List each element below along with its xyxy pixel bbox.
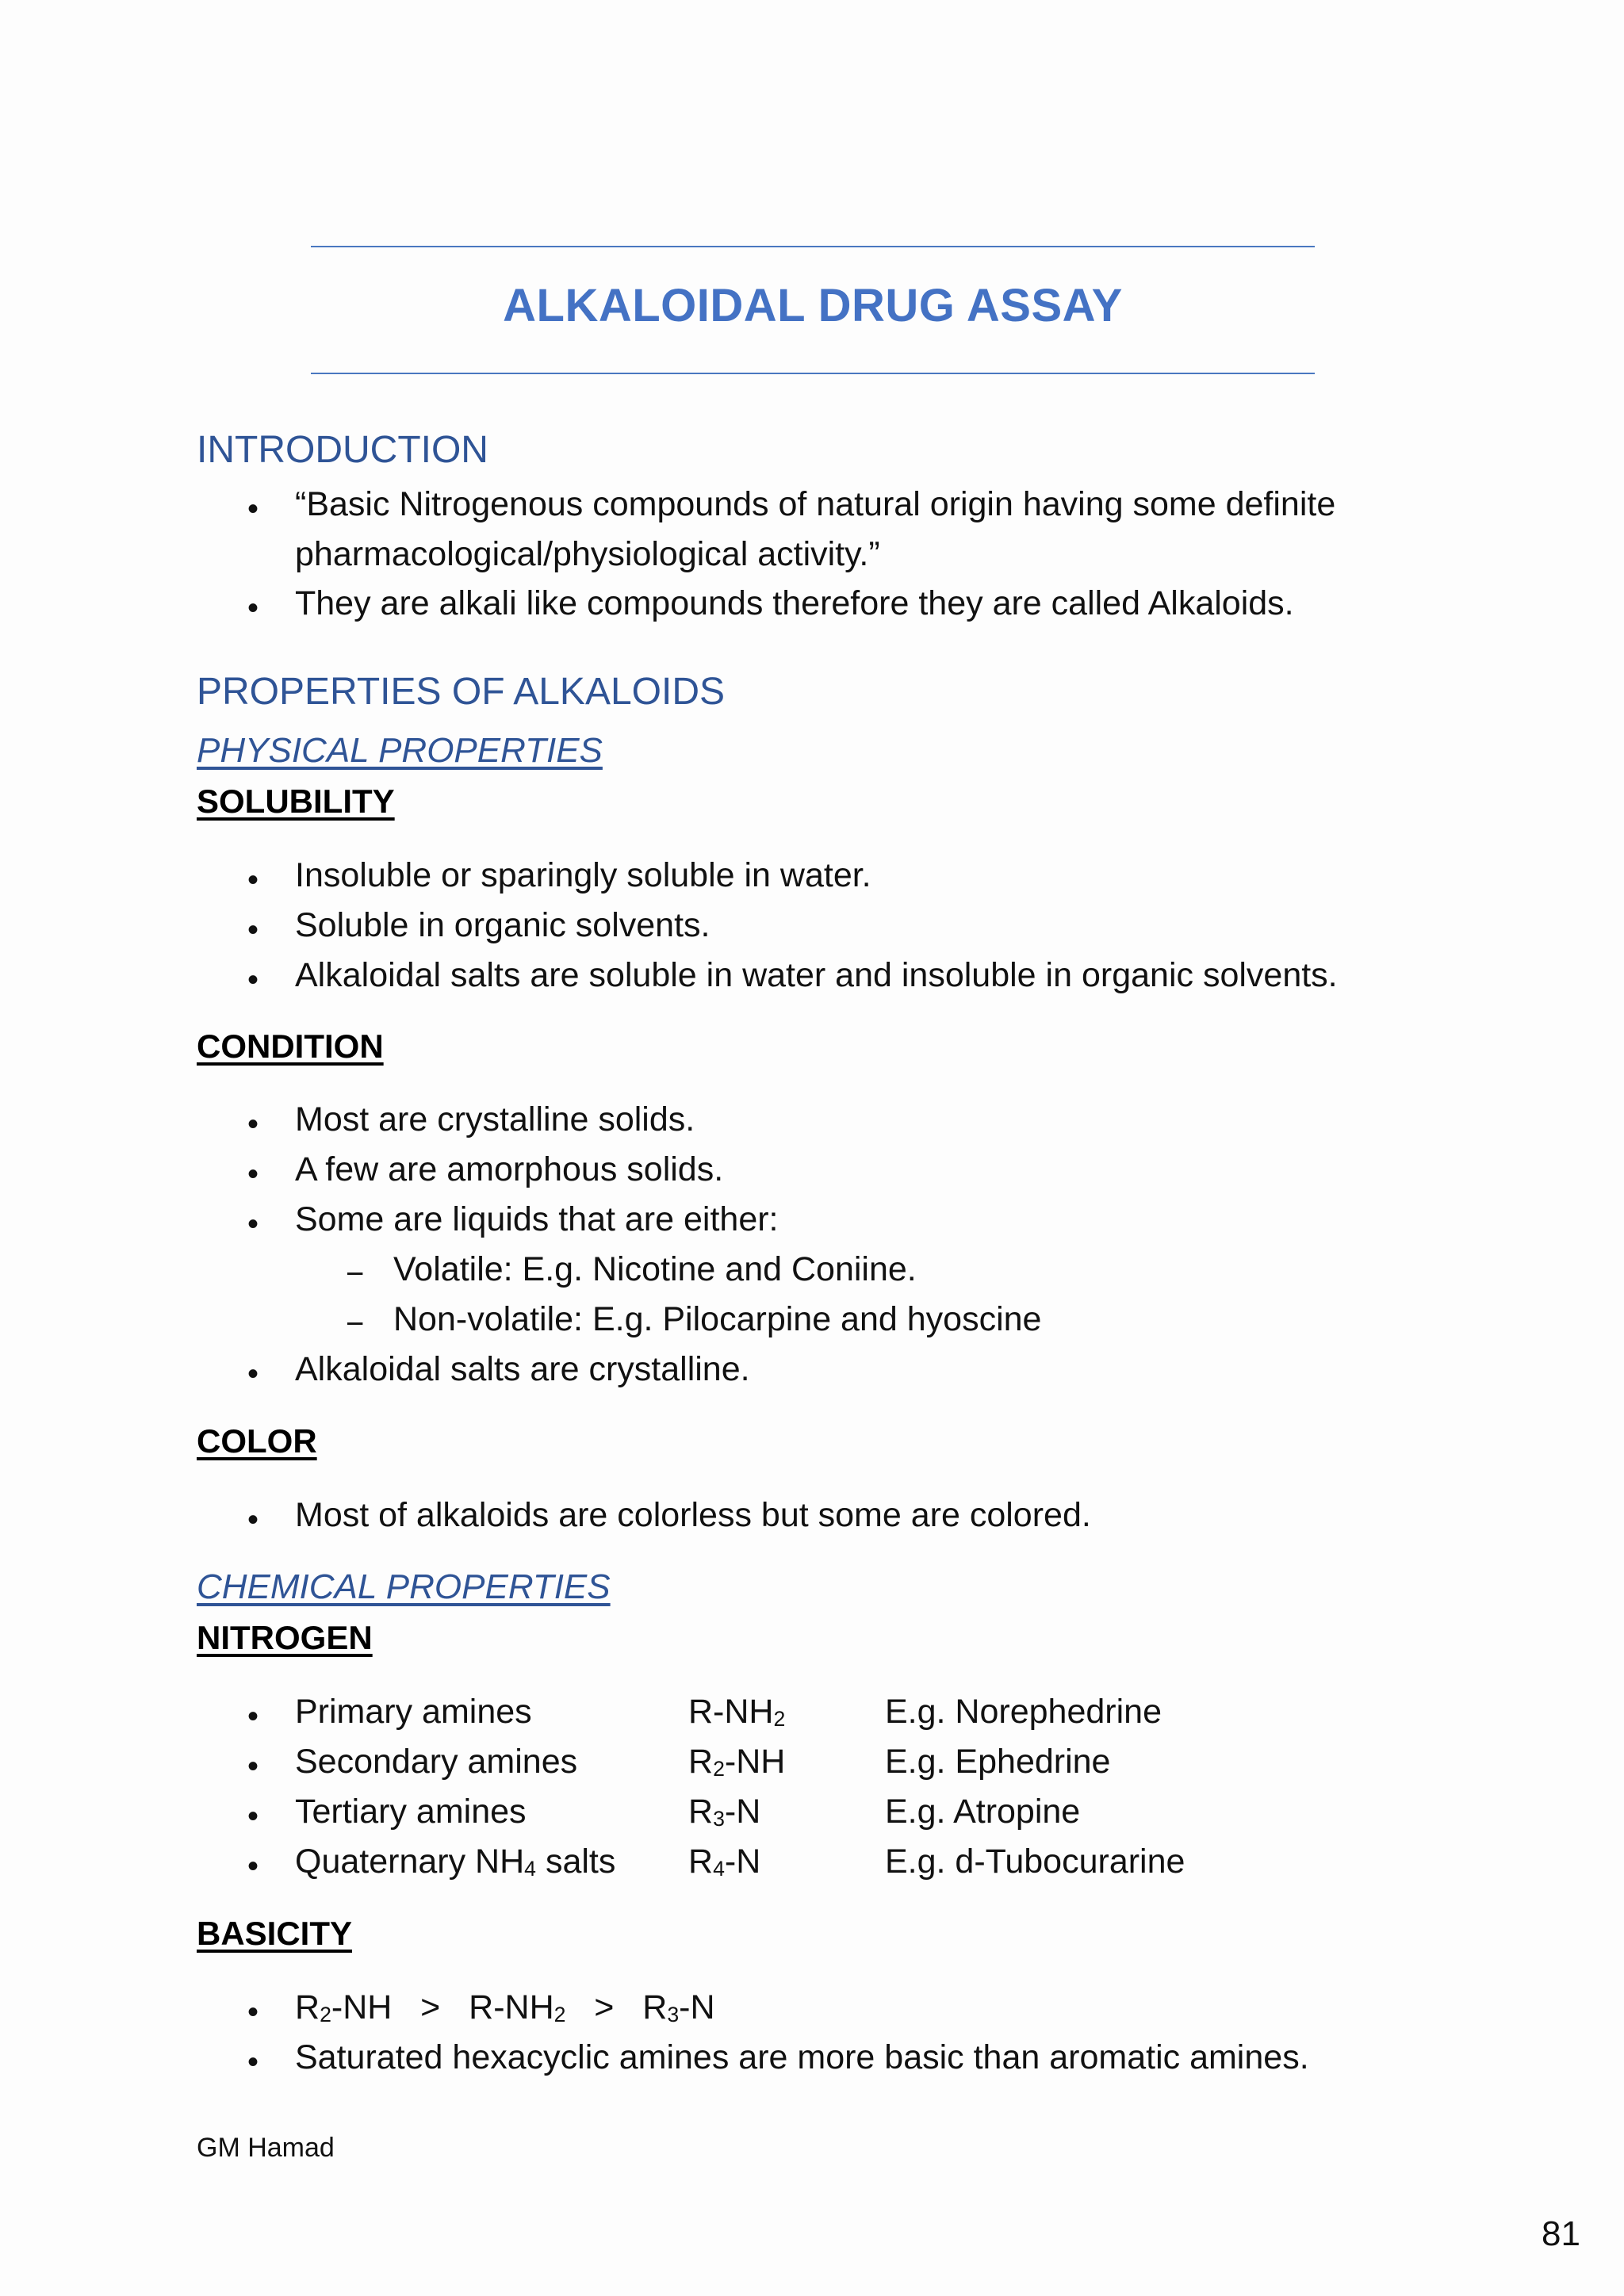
bullet-icon: • [247, 1799, 259, 1834]
solubility-item-3: Alkaloidal salts are soluble in water and insoluble in organic solvents. [295, 956, 1338, 994]
nitrogen-heading: NITROGEN [197, 1619, 373, 1656]
bullet-icon: • [247, 1157, 259, 1192]
introduction-heading: INTRODUCTION [197, 429, 488, 471]
bullet-icon: • [247, 1849, 259, 1884]
condition-sub-item-2: Non-volatile: E.g. Pilocarpine and hyoscine [393, 1300, 1042, 1338]
color-item-1: Most of alkaloids are colorless but some are colored. [295, 1496, 1091, 1534]
intro-bullet-1-line-1: “Basic Nitrogenous compounds of natural origin having some definite [295, 485, 1336, 523]
title-top-rule [311, 246, 1315, 247]
condition-sub-item-1: Volatile: E.g. Nicotine and Coniine. [393, 1250, 917, 1288]
bullet-icon: • [247, 591, 259, 626]
bullet-icon: • [247, 1699, 259, 1734]
nitrogen-formula-primary: $R-NH_2$ [688, 1693, 786, 1731]
footer-author: GM Hamad [197, 2133, 335, 2163]
physical-properties-heading: PHYSICAL PROPERTIES [197, 731, 603, 770]
bullet-icon: • [247, 962, 259, 997]
nitrogen-type-tertiary: Tertiary amines [295, 1793, 527, 1831]
solubility-item-2: Soluble in organic solvents. [295, 906, 710, 944]
bullet-icon: • [247, 2045, 259, 2080]
basicity-term-2: $R-NH_2$ [469, 1988, 566, 2026]
bullet-icon: • [247, 492, 259, 526]
title-bottom-rule [311, 373, 1315, 374]
basicity-term-3: $R_3-N$ [642, 1988, 715, 2026]
condition-item-3: Some are liquids that are either: [295, 1200, 779, 1238]
basicity-heading: BASICITY [197, 1915, 353, 1952]
chemical-properties-heading: CHEMICAL PROPERTIES [197, 1567, 611, 1606]
page-number: 81 [1542, 2214, 1580, 2253]
intro-bullet-1-line-2: pharmacological/physiological activity.” [295, 535, 880, 573]
solubility-heading: SOLUBILITY [197, 783, 395, 820]
gt-symbol: > [594, 1988, 615, 2026]
bullet-icon: • [247, 1502, 259, 1537]
bullet-icon: • [247, 1207, 259, 1242]
properties-heading: PROPERTIES OF ALKALOIDS [197, 671, 725, 713]
intro-bullet-2: They are alkali like compounds therefore they are called Alkaloids. [295, 584, 1294, 622]
basicity-term-1: $R_2-NH$ [295, 1988, 393, 2026]
nitrogen-example-secondary: E.g. Ephedrine [885, 1743, 1111, 1781]
basicity-statement: Saturated hexacyclic amines are more basic than aromatic amines. [295, 2038, 1309, 2076]
nitrogen-formula-quaternary: $R_4-N$ [688, 1843, 761, 1881]
gt-symbol: > [420, 1988, 441, 2026]
dash-icon: − [346, 1307, 365, 1341]
nitrogen-example-quaternary: E.g. d-Tubocurarine [885, 1843, 1185, 1881]
bullet-icon: • [247, 1995, 259, 2030]
nitrogen-type-quaternary: Quaternary $NH_4$ salts [295, 1843, 616, 1881]
dash-icon: − [346, 1257, 365, 1292]
nitrogen-type-secondary: Secondary amines [295, 1743, 578, 1781]
color-heading: COLOR [197, 1422, 317, 1460]
nitrogen-formula-secondary: $R_2-NH$ [688, 1743, 786, 1781]
bullet-icon: • [247, 1749, 259, 1784]
condition-item-1: Most are crystalline solids. [295, 1100, 695, 1138]
nitrogen-example-primary: E.g. Norephedrine [885, 1693, 1162, 1731]
nitrogen-formula-tertiary: $R_3-N$ [688, 1793, 761, 1831]
condition-item-4: Alkaloidal salts are crystalline. [295, 1350, 750, 1388]
bullet-icon: • [247, 913, 259, 947]
condition-item-2: A few are amorphous solids. [295, 1150, 724, 1188]
bullet-icon: • [247, 1107, 259, 1142]
solubility-item-1: Insoluble or sparingly soluble in water. [295, 856, 871, 894]
bullet-icon: • [247, 1357, 259, 1391]
bullet-icon: • [247, 863, 259, 897]
condition-heading: CONDITION [197, 1027, 384, 1065]
page-title: ALKALOIDAL DRUG ASSAY [503, 280, 1123, 331]
nitrogen-type-primary: Primary amines [295, 1693, 532, 1731]
basicity-order [295, 1988, 715, 2027]
nitrogen-example-tertiary: E.g. Atropine [885, 1793, 1081, 1831]
